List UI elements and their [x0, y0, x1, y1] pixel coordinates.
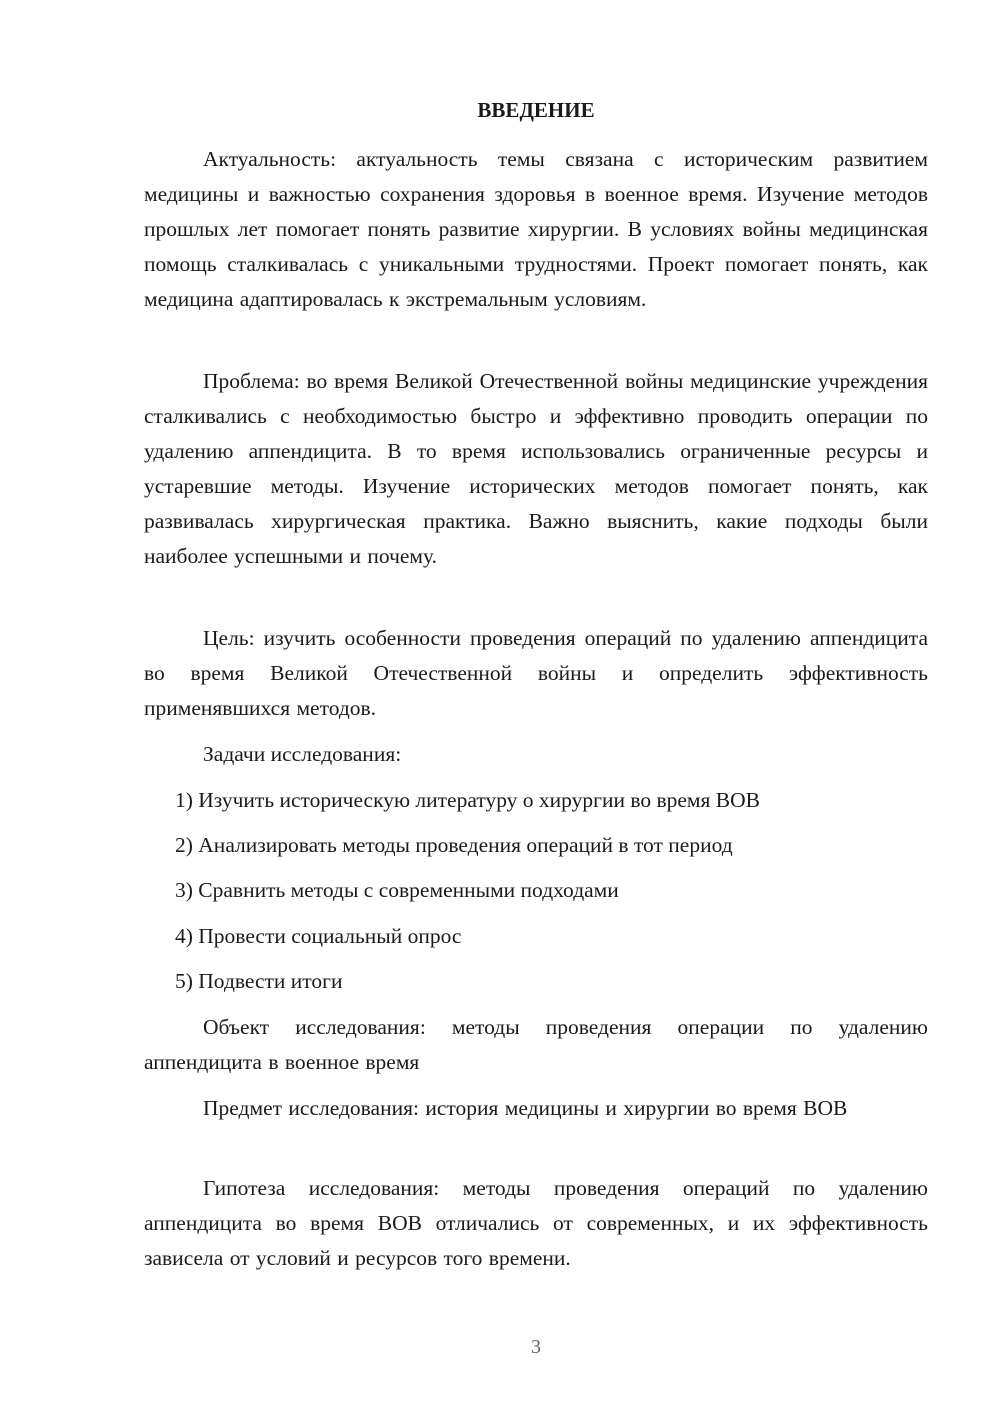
hypothesis-paragraph: Гипотеза исследования: методы проведения операций по удалению аппендицита во время ВОВ отличались от современных, и их эффективность зависела от условий и ресурсов того времени.: [144, 1176, 928, 1270]
goal-paragraph: Цель: изучить особенности проведения операций по удалению аппендицита во время Великой Отечественной войны и определить эффективность применявшихся методов.: [144, 626, 928, 720]
task-item: 2) Анализировать методы проведения операций в тот период: [175, 833, 733, 857]
task-item: 3) Сравнить методы с современными подходами: [175, 878, 619, 902]
problem-paragraph: Проблема: во время Великой Отечественной войны медицинские учреждения сталкивались с необходимостью быстро и эффективно проводить операции по удалению аппендицита. В то время использовались ограниченные ресурсы и устаревшие методы. Изучение исторических методов помогает понять, как развивалась хирургическая практика. Важно выяснить, какие подходы были наиболее успешными и почему.: [144, 369, 928, 568]
section-heading: ВВЕДЕНИЕ: [477, 98, 595, 122]
object-paragraph: Объект исследования: методы проведения операции по удалению аппендицита в военное время: [144, 1015, 928, 1074]
tasks-title: Задачи исследования:: [203, 742, 402, 766]
relevance-paragraph: Актуальность: актуальность темы связана с историческим развитием медицины и важностью сохранения здоровья в военное время. Изучение методов прошлых лет помогает понять развитие хирургии. В условиях войны медицинская помощь сталкивалась с уникальными трудностями. Проект помогает понять, как медицина адаптировалась к экстремальным условиям.: [144, 147, 928, 311]
task-item: 1) Изучить историческую литературу о хирургии во время ВОВ: [175, 788, 760, 812]
task-item: 4) Провести социальный опрос: [175, 924, 462, 948]
task-item: 5) Подвести итоги: [175, 969, 343, 993]
subject-paragraph: Предмет исследования: история медицины и хирургии во время ВОВ: [203, 1096, 848, 1120]
page-number: 3: [531, 1336, 541, 1358]
